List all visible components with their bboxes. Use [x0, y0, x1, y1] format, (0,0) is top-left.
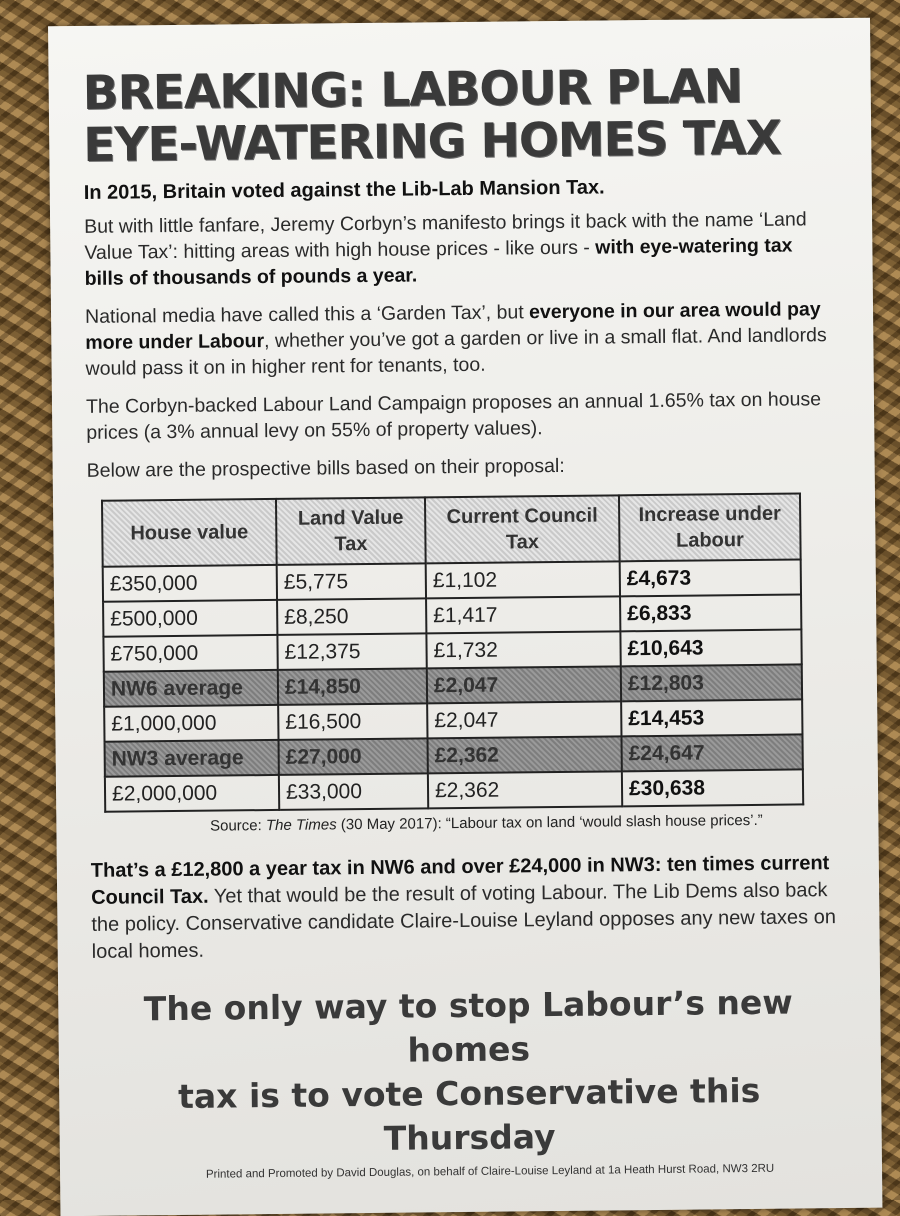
header-land-value-tax: Land Value Tax [276, 497, 426, 565]
paragraph-conclusion-rest: Yet that would be the result of voting Labour. The Lib Dems also back the policy. Conservative candidate Claire-Louise Leyland opposes any new taxes on local homes. [91, 879, 837, 963]
header-council-tax: Current Council Tax [425, 495, 620, 563]
cell-council-tax: £2,362 [428, 771, 622, 808]
paragraph-manifesto-text: But with little fanfare, Jeremy Corbyn’s manifesto brings it back with the name ‘Land Value Tax’: hitting areas with high house prices - like ours - [84, 208, 807, 264]
source-prefix: Source: [209, 817, 267, 835]
cell-increase: £4,673 [620, 559, 801, 596]
paragraph-manifesto [84, 206, 837, 292]
cell-council-tax: £1,417 [426, 596, 620, 633]
header-increase: Increase under Labour [619, 493, 801, 561]
paragraph-garden-tax-a: National media have called this a ‘Garden Tax’, but [84, 301, 530, 328]
table-header-row [102, 493, 801, 566]
paragraph-garden-tax [85, 296, 838, 382]
paragraph-garden-tax-b: , whether you’ve got a garden or live in a small flat. And landlords would pass it on in higher rent for tenants, too. [85, 324, 827, 380]
cell-increase: £14,453 [621, 699, 802, 736]
header-house-value: House value [102, 499, 277, 567]
paragraph-manifesto-bold: with eye-watering tax bills of thousands of pounds a year. [84, 234, 793, 290]
cell-council-tax: £1,732 [426, 631, 620, 668]
headline [82, 60, 835, 172]
cell-increase: £30,638 [622, 769, 803, 806]
closing-slogan [92, 980, 846, 1164]
cell-council-tax: £2,047 [427, 666, 621, 703]
paragraph-campaign: The Corbyn-backed Labour Land Campaign proposes an annual 1.65% tax on house prices (a 3% annual levy on 55% of property values). [85, 388, 822, 444]
leaflet-content [82, 60, 846, 1182]
cell-house-value: £500,000 [103, 600, 277, 637]
cell-increase: £10,643 [620, 629, 801, 666]
table-row [105, 769, 803, 811]
cell-increase: £12,803 [621, 664, 802, 701]
cell-house-value: £2,000,000 [105, 775, 279, 812]
lead-paragraph: In 2015, Britain voted against the Lib-Lab Mansion Tax. [83, 176, 605, 204]
paragraph-conclusion [91, 850, 844, 966]
cell-land-value-tax: £16,500 [278, 703, 427, 740]
bills-table [101, 492, 804, 812]
cell-house-value: £1,000,000 [104, 705, 278, 742]
cell-council-tax: £1,102 [426, 561, 620, 598]
cell-increase: £6,833 [620, 594, 801, 631]
source-rest: (30 May 2017): “Labour tax on land ‘would slash house prices’.” [336, 811, 763, 834]
closing-line-2: tax is to vote Conservative this Thursday [177, 1070, 761, 1158]
source-publication: The Times [265, 816, 337, 835]
cell-land-value-tax: £27,000 [279, 738, 428, 775]
cell-increase: £24,647 [621, 734, 802, 771]
cell-land-value-tax: £12,375 [277, 633, 426, 670]
headline-line-2: EYE-WATERING HOMES TAX [82, 110, 782, 173]
paragraph-garden-tax-bold: everyone in our area would pay more under Labour [85, 298, 821, 354]
source-citation [130, 811, 842, 835]
cell-land-value-tax: £8,250 [277, 598, 426, 635]
paragraph-below: Below are the prospective bills based on their proposal: [86, 454, 565, 482]
cell-house-value: £750,000 [103, 635, 277, 672]
cell-council-tax: £2,362 [427, 736, 621, 773]
imprint: Printed and Promoted by David Douglas, on behalf of Claire-Louise Leyland at 1a Heath Hurst Road, NW3 2RU [205, 1162, 775, 1181]
cell-land-value-tax: £33,000 [279, 773, 428, 810]
cell-land-value-tax: £5,775 [277, 563, 426, 600]
cell-council-tax: £2,047 [427, 701, 621, 738]
closing-line-1: The only way to stop Labour’s new homes [143, 982, 793, 1070]
leaflet [48, 18, 882, 1216]
paragraph-conclusion-bold: That’s a £12,800 a year tax in NW6 and over £24,000 in NW3: ten times current Council Tax. [90, 852, 830, 909]
cell-house-value: NW3 average [105, 740, 279, 777]
cell-house-value: NW6 average [104, 670, 278, 707]
cell-house-value: £350,000 [103, 565, 277, 602]
headline-line-1: BREAKING: LABOUR PLAN [82, 59, 743, 121]
cell-land-value-tax: £14,850 [278, 668, 427, 705]
